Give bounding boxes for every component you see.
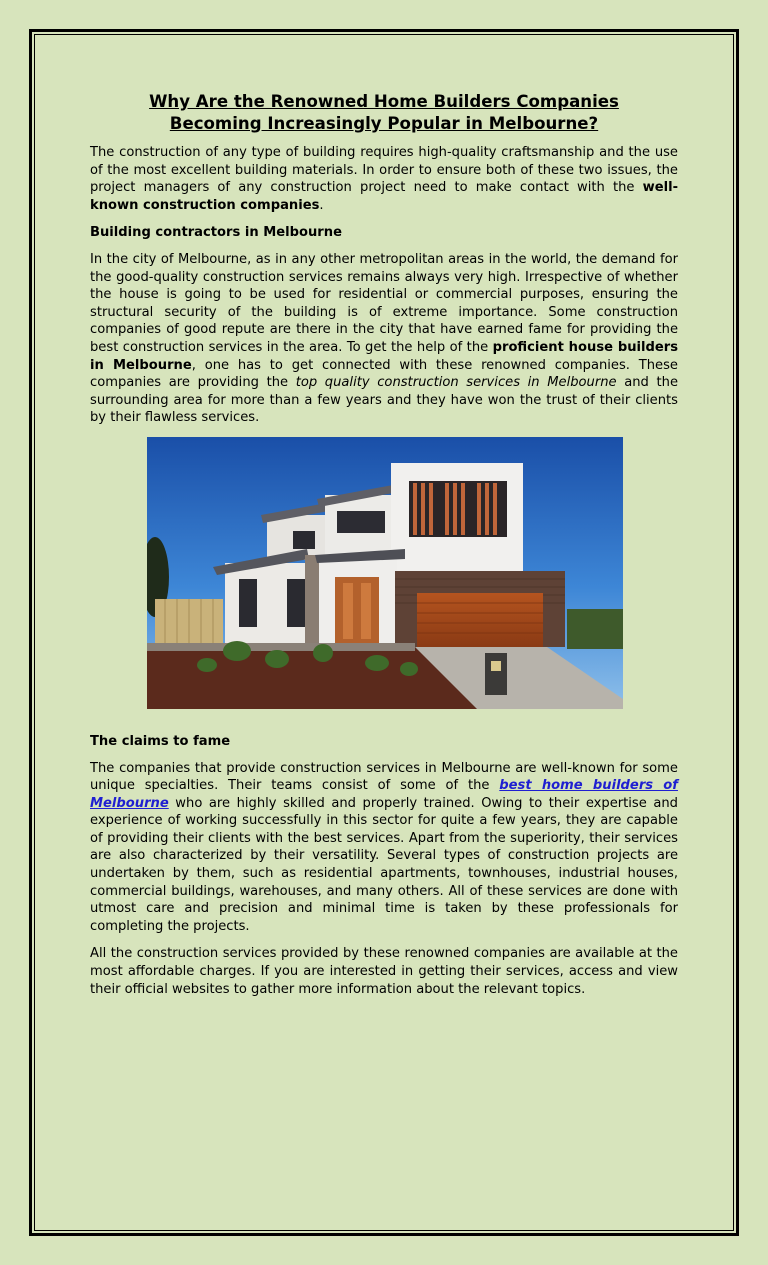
contractors-text-2: , one has to get connected with these renowned companies. These companies are providing the xyxy=(90,357,678,391)
contractors-text-1: In the city of Melbourne, as in any other metropolitan areas in the world, the demand for the good-quality construction services remains always very high. Irrespective of whether the house is going to be used for residential or commercial purposes, ensuring the structural security of the building is of extreme importance. Some construction companies of good repute are there in the city that have earned fame for providing the best construction services in the area. To get the help of the xyxy=(90,251,678,355)
page-title xyxy=(90,91,678,135)
section-heading-claims: The claims to fame xyxy=(90,733,231,749)
closing-paragraph: All the construction services provided by these renowned companies are available at the most affordable charges. If you are interested in getting their services, access and view their official websites to gather more information about the relevant topics. xyxy=(90,946,678,997)
claims-paragraph xyxy=(90,760,678,936)
title-line-2: Becoming Increasingly Popular in Melbourne? xyxy=(169,114,599,133)
title-line-1: Why Are the Renowned Home Builders Companies xyxy=(149,92,619,111)
document-body xyxy=(90,91,678,1008)
contractors-italic-phrase: top quality construction services in Melbourne xyxy=(295,375,617,391)
intro-bold-phrase: well-known construction companies xyxy=(90,180,678,213)
claims-text-2: who are highly skilled and properly trained. Owing to their expertise and experience of working successfully in this sector for quite a few years, they are capable of providing their clients with the best services. Apart from the superiority, their services are also characterized by their versatility. Several types of construction projects are undertaken by them, such as residential apartments, townhouses, industrial houses, commercial buildings, warehouses, and many others. All of these services are done with utmost care and precision and minimal time is taken by these professionals for completing the projects. xyxy=(90,795,678,934)
section-heading-contractors: Building contractors in Melbourne xyxy=(90,225,342,241)
contractors-text-3: and the surrounding area for more than a few years and they have won the trust of their clients by their flawless services. xyxy=(90,375,678,426)
contractors-bold-phrase: proficient house builders in Melbourne xyxy=(90,339,678,373)
intro-paragraph xyxy=(90,144,678,214)
house-photo xyxy=(147,437,623,709)
intro-end: . xyxy=(319,197,324,213)
contractors-paragraph xyxy=(90,251,678,427)
claims-text-1: The companies that provide construction services in Melbourne are well-known for some unique specialties. Their teams consist of some of the xyxy=(90,760,678,794)
best-home-builders-link[interactable]: best home builders of Melbourne xyxy=(90,778,678,811)
intro-text: The construction of any type of building requires high-quality craftsmanship and the use of the most excellent building materials. In order to ensure both of these two issues, the project managers of any construction project need to make contact with the xyxy=(90,145,678,196)
